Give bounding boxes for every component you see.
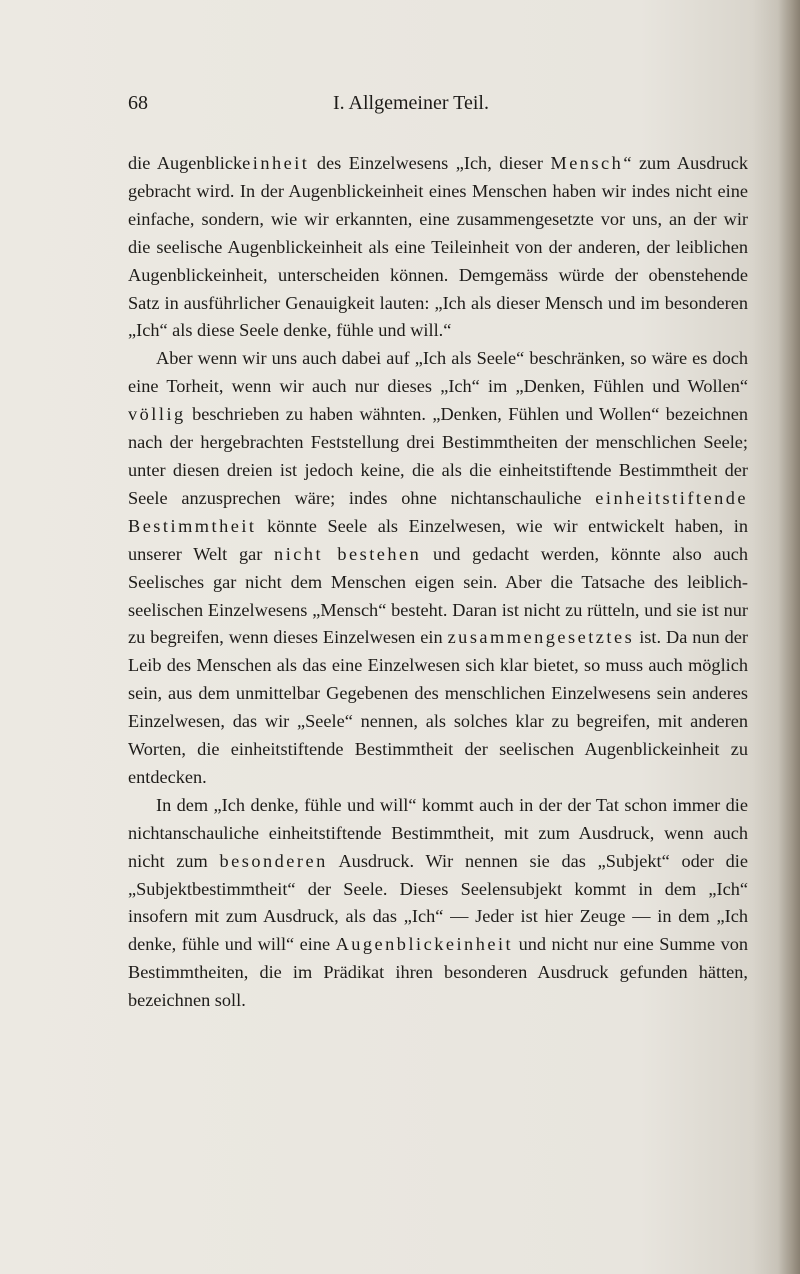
body-text bbox=[128, 150, 748, 1015]
paragraph bbox=[128, 792, 748, 1015]
paragraph-text: und gedacht werden, könnte also auch Seelisches gar nicht dem Menschen eigen sein. Aber die Tatsache des leiblich-seelischen Einzelwesens „Mensch“ besteht. Daran ist nicht zu rütteln, und sie ist nur zu begreifen, wenn dieses Einzelwesen ein bbox=[128, 543, 748, 648]
paragraph-text: des Einzelwesens „Ich, dieser bbox=[309, 153, 551, 173]
page-edge-shadow bbox=[778, 0, 800, 1274]
paragraph bbox=[128, 150, 748, 345]
spaced-emphasis-text: zusammengesetztes bbox=[447, 627, 635, 648]
spaced-emphasis-text: einheitstiftende Bestimmtheit bbox=[128, 487, 748, 536]
paragraph-text: beschrieben zu haben wähnten. „Denken, Fühlen und Wollen“ bezeichnen nach der hergebrachten Feststellung drei Bestimmtheiten der menschlichen Seele; unter diesen dreien ist jedoch keine, die als die einheitstiftende Bestimmtheit der Seele anzusprechen wäre; indes ohne nichtanschauliche bbox=[128, 404, 748, 508]
paragraph-text: Ausdruck. Wir nennen sie das „Subjekt“ oder die „Subjektbestimmtheit“ der Seele. Dieses Seelensubjekt kommt in dem „Ich“ insofern mit zum Ausdruck, als das „Ich“ — Jeder ist hier Zeuge — in dem „Ich denke, fühle und will“ eine bbox=[128, 850, 748, 955]
paragraph-text: die Augenblick bbox=[128, 153, 243, 173]
paragraph-text: könnte Seele als Einzelwesen, wie wir entwickelt haben, in unserer Welt gar bbox=[128, 515, 748, 564]
paragraph-text: Aber wenn wir uns auch dabei auf „Ich als Seele“ beschränken, so wäre es doch eine Torheit, wenn wir auch nur dieses „Ich“ im „Denken, Fühlen und Wollen“ bbox=[128, 348, 748, 397]
paragraph-text: “ zum Ausdruck gebracht wird. In der Augenblickeinheit eines Menschen haben wir indes nicht eine einfache, sondern, wie wir erkannten, eine zusammengesetzte vor uns, an der wir die seelische Augenblickeinheit als eine Teileinheit von der anderen, der leiblichen Augenblickeinheit, unterscheiden können. Demgemäss würde der obenstehende Satz in ausführlicher Genauigkeit lauten: „Ich als dieser Mensch und im besonderen „Ich“ als diese Seele denke, fühle und will.“ bbox=[128, 153, 748, 341]
spaced-emphasis-text: besonderen bbox=[219, 850, 328, 871]
paragraph-text: ist. Da nun der Leib des Menschen als das eine Einzelwesen sich klar bietet, so muss auch möglich sein, aus dem unmittelbar Gegebenen des menschlichen Einzelwesens sein anderes Einzelwesen, das wir „Seele“ nennen, als solches klar zu begreifen, mit anderen Worten, die einheitstiftende Bestimmtheit der seelischen Augenblickeinheit zu entdecken. bbox=[128, 627, 748, 787]
running-head: I. Allgemeiner Teil. bbox=[333, 92, 489, 114]
spaced-emphasis-text: völlig bbox=[128, 404, 186, 425]
page-number: 68 bbox=[128, 92, 148, 114]
paragraph-text: In dem „Ich denke, fühle und will“ kommt auch in der der Tat schon immer die nichtanschauliche einheitstiftende Bestimmtheit, mit zum Ausdruck, wenn auch nicht zum bbox=[128, 794, 748, 871]
page-header bbox=[128, 92, 718, 122]
spaced-emphasis-text: Mensch bbox=[550, 153, 624, 173]
spaced-emphasis-text: nicht bestehen bbox=[274, 543, 422, 564]
paragraph-text: und nicht nur eine Summe von Bestimmtheiten, die im Prädikat ihren besonderen Ausdruck gefunden hätten, bezeichnen soll. bbox=[128, 934, 749, 1011]
paragraph bbox=[128, 345, 748, 792]
spaced-emphasis-text: einheit bbox=[242, 153, 310, 173]
spaced-emphasis-text: Augenblickeinheit bbox=[335, 934, 514, 955]
